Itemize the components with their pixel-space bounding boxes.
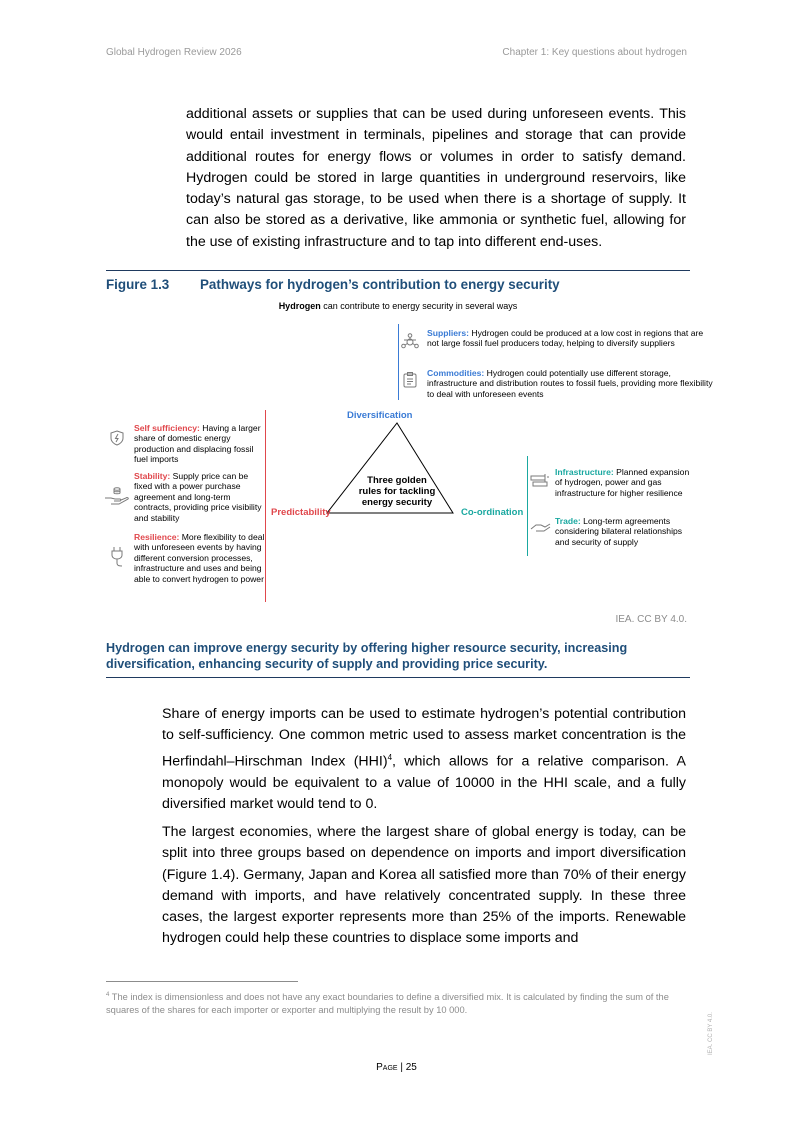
network-icon — [401, 333, 419, 351]
stability-label: Stability: — [134, 471, 171, 481]
figure-credit: IEA. CC BY 4.0. — [615, 614, 687, 625]
figure-subtitle-bold: Hydrogen — [278, 301, 321, 311]
suppliers-text: Hydrogen could be produced at a low cost in regions that are not large fossil fuel producers today, helping to diversify suppliers — [427, 328, 704, 349]
predictability-item-resilience — [134, 532, 266, 584]
footnote-text: The index is dimensionless and does not have any exact boundaries to define a diversified mix. It is calculated by finding the sum of the squares of the shares for each importer or exporter and multiplying the result by 10 000. — [106, 992, 669, 1015]
body-paragraph-1-start: Share of energy imports can be used to estimate hydrogen’s potential contribution to self-sufficiency. One common metric used to assess market concentration is the Herfindahl–Hirschman Index (HHI) — [162, 706, 686, 770]
footnote — [106, 989, 690, 1016]
footnote-number: 4 — [106, 992, 110, 998]
predictability-item-stability — [134, 471, 266, 523]
footnote-reference[interactable]: 4 — [387, 752, 393, 762]
diversification-rule — [398, 324, 399, 400]
intro-paragraph: additional assets or supplies that can be used during unforeseen events. This would entail investment in terminals, pipelines and storage that can provide additional routes for energy flows or volumes in order to satisfy demand. Hydrogen could be stored in large quantities in underground reservoirs, like today’s natural gas storage, to be used when there is a shortage of supply. It can also be stored as a derivative, like ammonia or synthetic fuel, allowing for the use of existing infrastructure and to tap into different end-uses. — [186, 106, 686, 250]
infrastructure-label: Infrastructure: — [555, 467, 614, 477]
figure-subtitle-text: can contribute to energy security in several ways — [320, 301, 518, 311]
diversification-item-commodities — [427, 368, 715, 399]
footnote-rule — [106, 981, 298, 982]
body-paragraph-1-end: , which allows for a relative comparison. A monopoly would be equivalent to a value of 10000 in the HHI scale, and a fully diversified market would tend to 0. — [162, 753, 686, 812]
predictability-text: Predictability — [271, 507, 331, 518]
page-number: Page | 25 — [376, 1062, 417, 1073]
coordination-rule — [527, 456, 528, 556]
plug-icon — [110, 546, 124, 568]
pipeline-icon — [530, 473, 550, 489]
triangle-center-text: Three golden rules for tackling energy security — [358, 475, 436, 508]
resilience-text: More flexibility to deal with unforeseen events by having different conversion processes, infrastructure and uses and being able to convert hydrogen to power — [134, 532, 265, 584]
triangle-label-diversification — [347, 410, 412, 421]
coordination-item-infrastructure — [555, 467, 697, 498]
trade-label: Trade: — [555, 516, 581, 526]
commodities-text: Hydrogen could potentially use different storage, infrastructure and distribution routes to fossil fuels, providing more flexibility to deal with unforeseen events — [427, 368, 713, 399]
body-paragraph-1 — [162, 704, 686, 815]
suppliers-label: Suppliers: — [427, 328, 470, 338]
triangle-label-coordination — [461, 507, 523, 518]
figure-title: Pathways for hydrogen’s contribution to energy security — [200, 277, 560, 292]
diversification-text: Diversification — [347, 410, 413, 421]
self-sufficiency-label: Self sufficiency: — [134, 423, 200, 433]
running-header-right: Chapter 1: Key questions about hydrogen — [502, 47, 687, 58]
figure-caption: Hydrogen can improve energy security by offering higher resource security, increasing diversification, enhancing security of supply and providing price security. — [106, 641, 628, 671]
infrastructure-text: Planned expansion of hydrogen, power and gas infrastructure for higher resilience — [555, 467, 690, 498]
page-number-value: 25 — [405, 1062, 417, 1073]
self-sufficiency-text: Having a larger share of domestic energy production and displacing fossil fuel imports — [134, 423, 261, 465]
handshake-icon — [530, 521, 552, 533]
body-paragraph-2: The largest economies, where the largest share of global energy is today, can be split into three groups based on dependence on imports and import diversification (Figure 1.4). Germany, Japan and Korea all satisfied more than 70% of their energy demand with imports, and have relatively concentrated supply. In these three cases, the largest exporter represents more than 25% of the imports. Renewable hydrogen could help these countries to displace some imports and — [162, 824, 686, 947]
running-header-left: Global Hydrogen Review 2026 — [106, 47, 242, 58]
hand-coins-icon — [104, 486, 130, 506]
side-watermark: IEA. CC BY 4.0. — [708, 1012, 714, 1055]
commodities-label: Commodities: — [427, 368, 485, 378]
diversification-item-suppliers — [427, 328, 715, 349]
trade-text: Long-term agreements considering bilateral relationships and security of supply — [555, 516, 683, 547]
coordination-text: Co-ordination — [461, 507, 524, 518]
page-label: Page — [376, 1062, 398, 1073]
resilience-label: Resilience: — [134, 532, 180, 542]
clipboard-icon — [403, 372, 417, 388]
predictability-item-self-sufficiency — [134, 423, 266, 465]
shield-bolt-icon — [110, 430, 124, 446]
figure-label: Figure 1.3 — [106, 277, 170, 292]
triangle-label-predictability — [271, 507, 331, 518]
coordination-item-trade — [555, 516, 697, 547]
caption-rule — [106, 677, 690, 678]
stability-text: Supply price can be fixed with a power purchase agreement and long-term contracts, providing price visibility and stability — [134, 471, 262, 523]
